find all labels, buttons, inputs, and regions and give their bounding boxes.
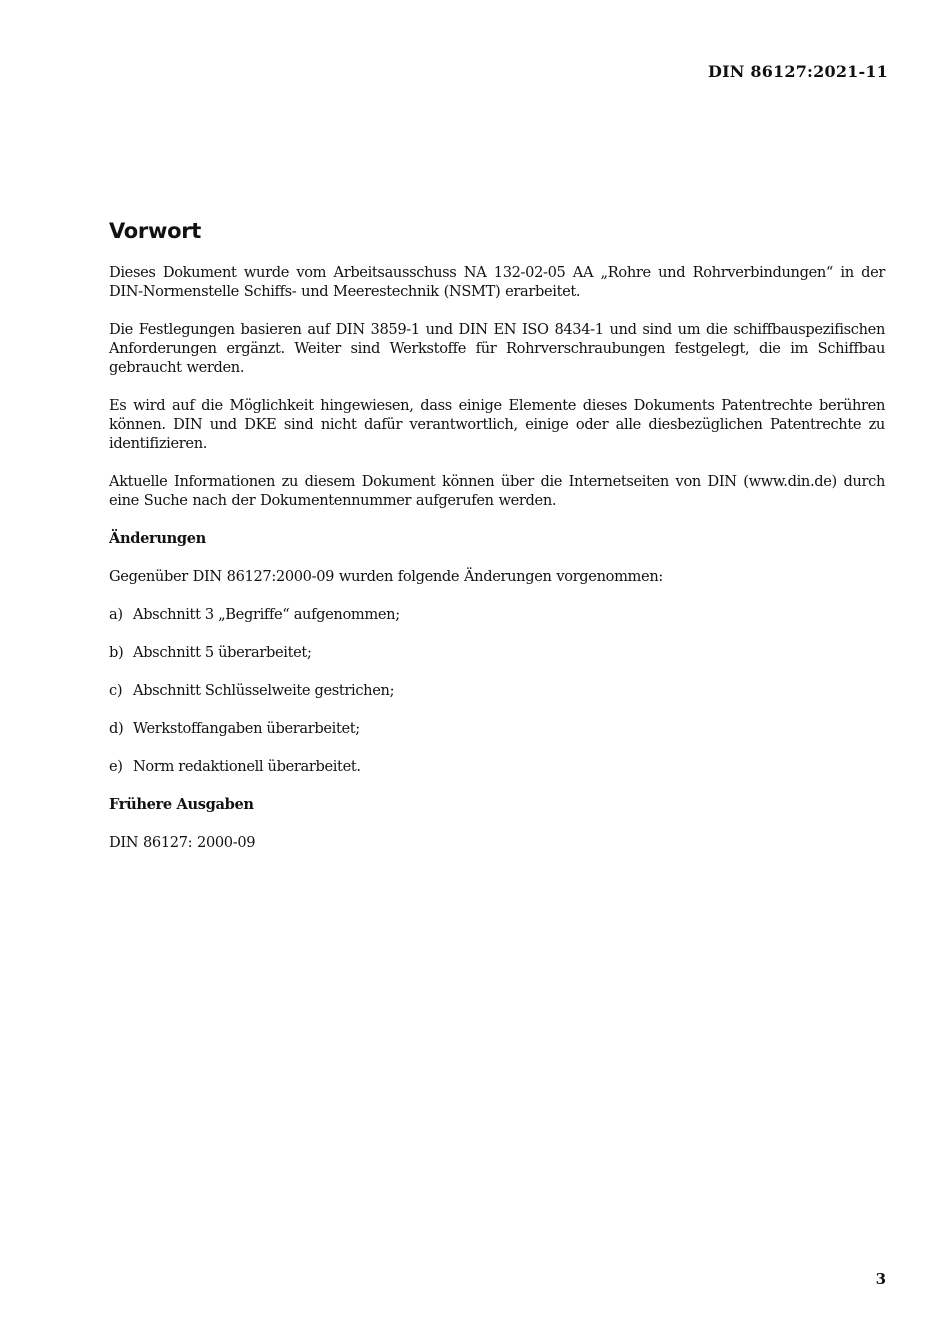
previous-editions-text: DIN 86127: 2000-09 [109, 834, 256, 851]
paragraph-patent-notice: Es wird auf die Möglichkeit hingewiesen, dass einige Elemente dieses Dokuments Patentrechte berühren können. DIN und DKE sind nicht dafür verantwortlich, einige oder alle diesbezüglichen Patentrechte zu identifizieren. [109, 397, 885, 452]
list-item-text: Abschnitt 5 überarbeitet; [133, 644, 312, 661]
list-item [109, 757, 885, 776]
foreword-section [109, 216, 885, 871]
list-marker: e) [109, 758, 123, 775]
previous-editions-heading: Frühere Ausgaben [109, 796, 254, 813]
paragraph-committee: Dieses Dokument wurde vom Arbeitsausschuss NA 132-02-05 AA „Rohre und Rohrverbindungen“ in der DIN-Normenstelle Schiffs- und Meerestechnik (NSMT) erarbeitet. [109, 264, 885, 300]
list-item-text: Abschnitt Schlüsselweite gestrichen; [133, 682, 395, 699]
list-marker: b) [109, 644, 124, 661]
list-item [109, 643, 885, 662]
document-id-header: DIN 86127:2021-11 [708, 62, 888, 81]
page-number: 3 [875, 1270, 886, 1288]
paragraph-information: Aktuelle Informationen zu diesem Dokument können über die Internetseiten von DIN (www.din.de) durch eine Suche nach der Dokumentennummer aufgerufen werden. [109, 473, 885, 509]
paragraph-basis: Die Festlegungen basieren auf DIN 3859-1 und DIN EN ISO 8434-1 und sind um die schiffbauspezifischen Anforderungen ergänzt. Weiter sind Werkstoffe für Rohrverschraubungen festgelegt, die im Schiffbau gebraucht werden. [109, 321, 885, 376]
list-item [109, 605, 885, 624]
list-item-text: Werkstoffangaben überarbeitet; [133, 720, 360, 737]
list-item [109, 681, 885, 700]
list-item-text: Abschnitt 3 „Begriffe“ aufgenommen; [133, 606, 400, 623]
list-marker: c) [109, 682, 123, 699]
list-marker: d) [109, 720, 124, 737]
changes-intro: Gegenüber DIN 86127:2000-09 wurden folgende Änderungen vorgenommen: [109, 568, 663, 585]
list-marker: a) [109, 606, 123, 623]
section-title: Vorwort [109, 219, 202, 243]
list-item [109, 719, 885, 738]
changes-list [109, 605, 885, 776]
changes-heading: Änderungen [109, 530, 206, 547]
list-item-text: Norm redaktionell überarbeitet. [133, 758, 361, 775]
